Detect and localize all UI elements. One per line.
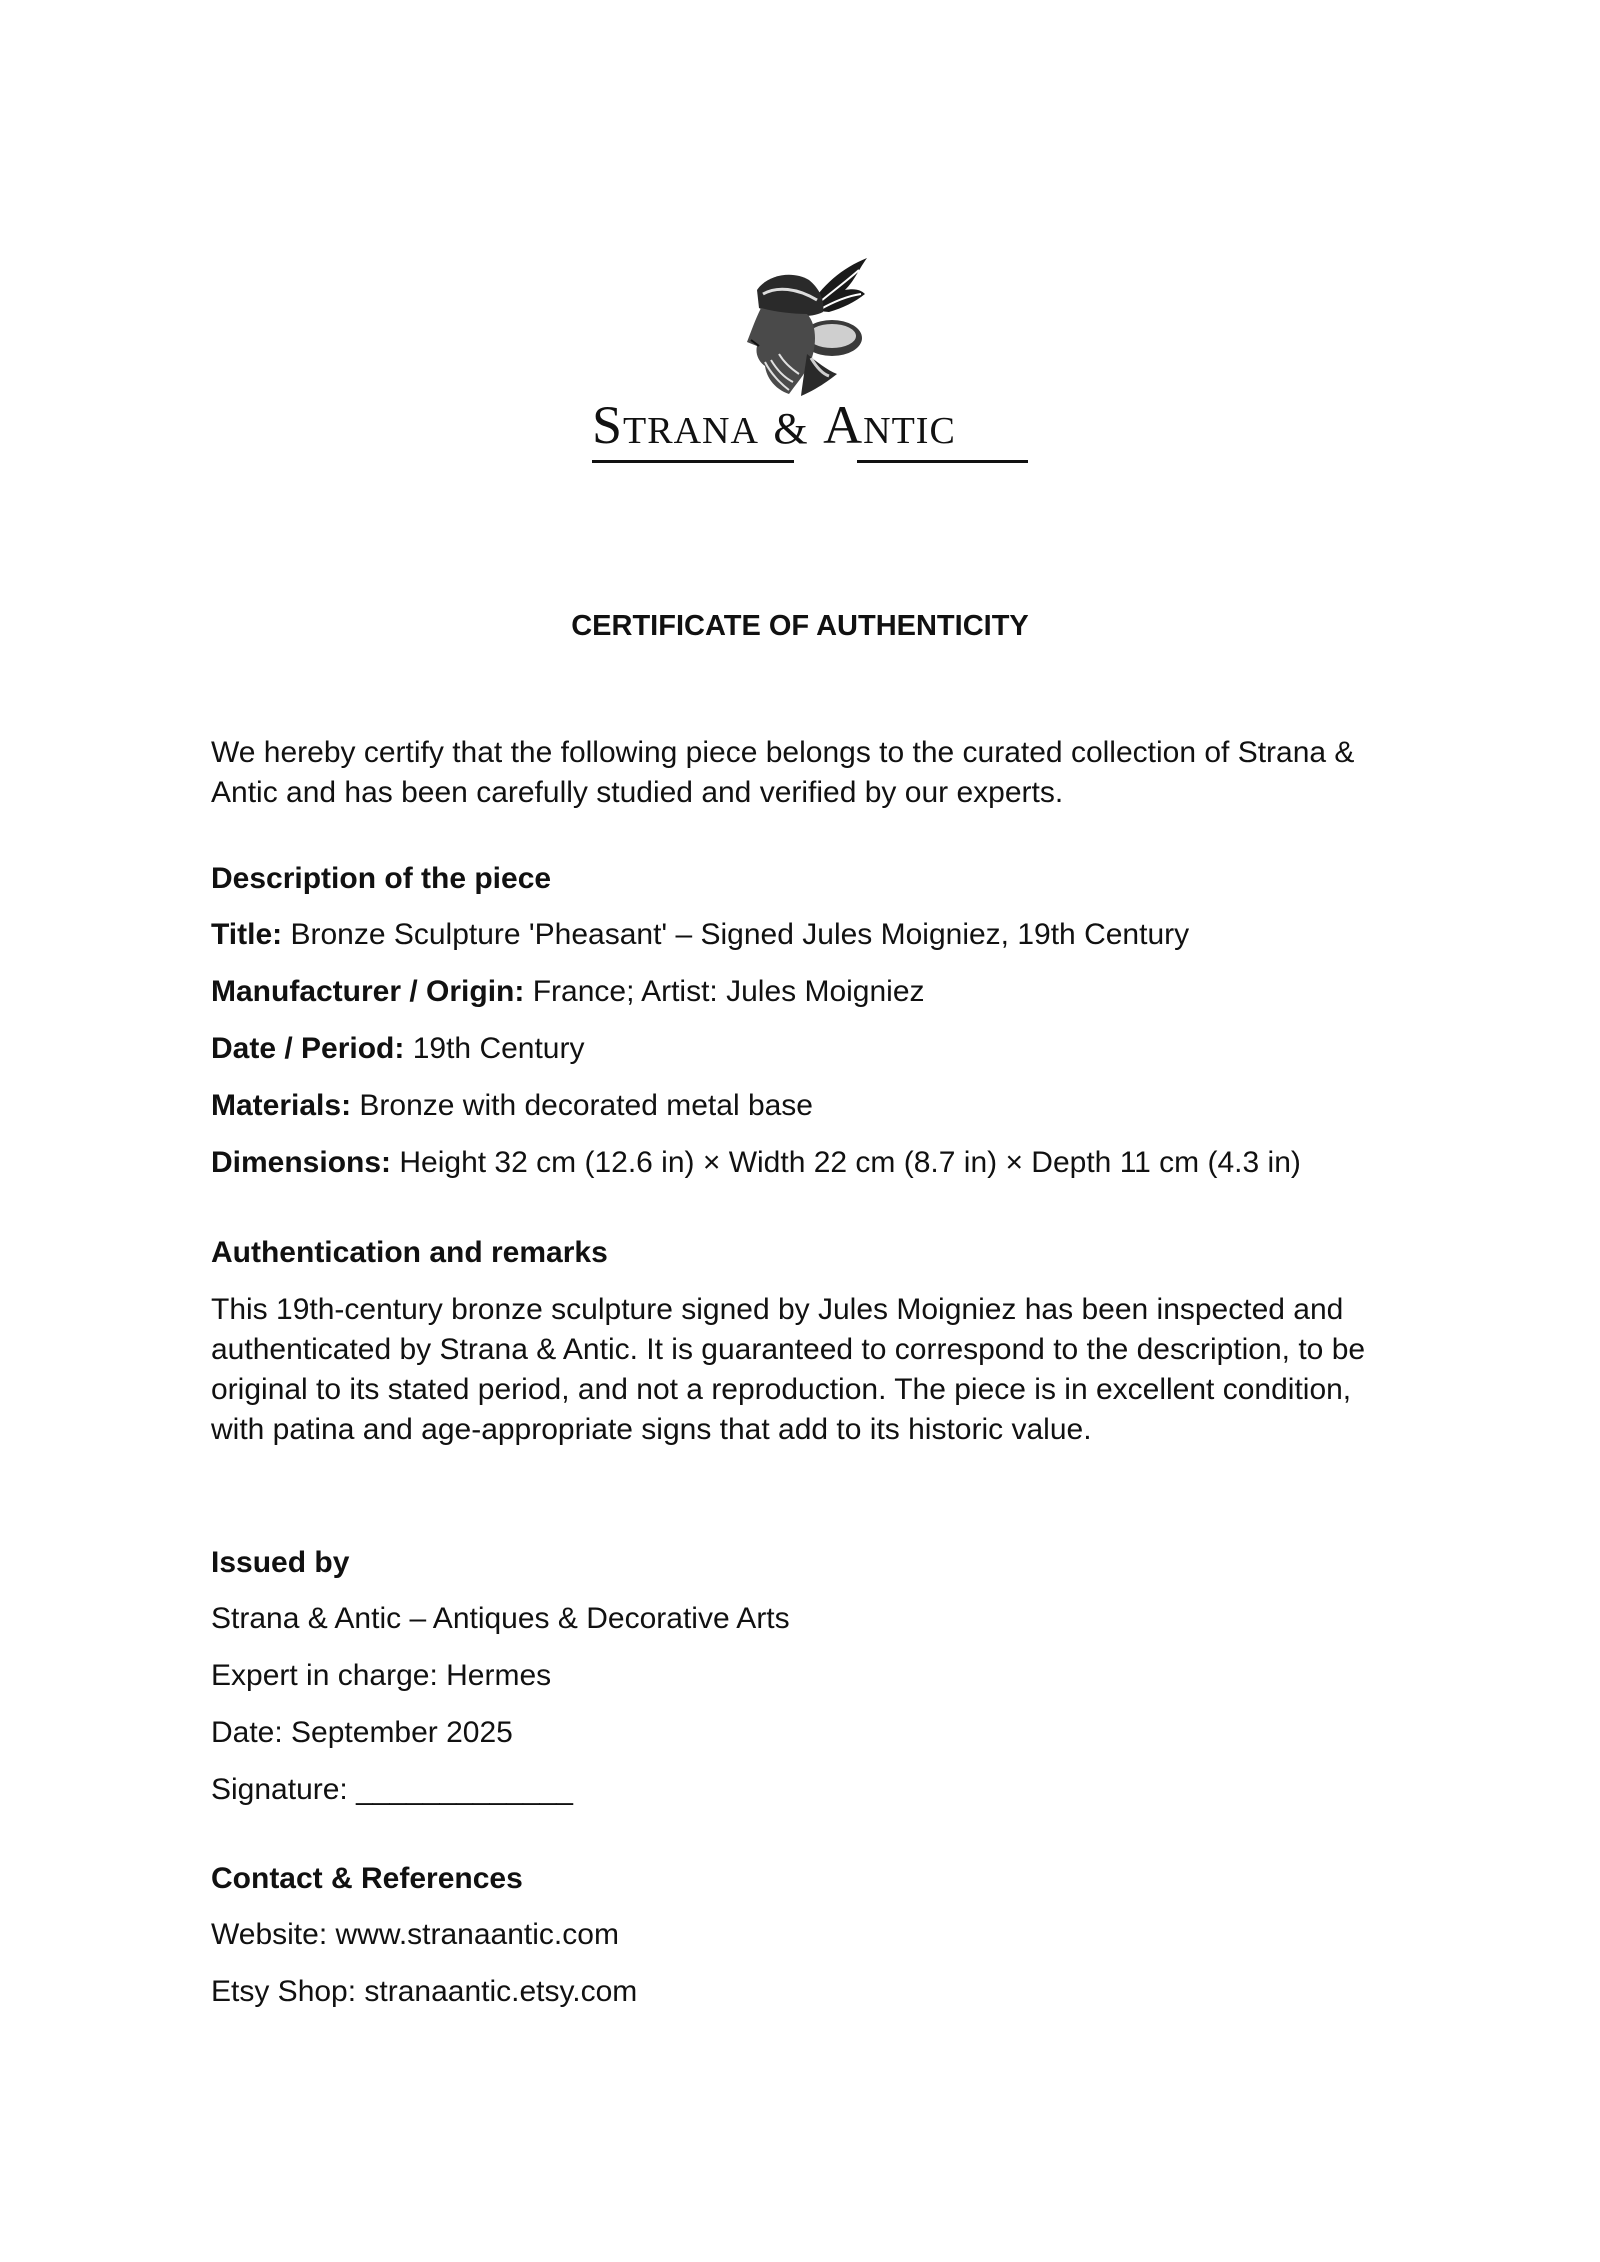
company-logo: [592, 250, 1028, 472]
field-dimensions: [211, 1146, 1301, 1180]
field-date: [211, 1032, 585, 1066]
wordmark-left: Strana: [592, 395, 759, 455]
logo-underline-right: [857, 460, 1028, 463]
field-label: Manufacturer / Origin:: [211, 975, 525, 1008]
issue-date: Date: September 2025: [211, 1716, 513, 1749]
logo-wordmark: [592, 395, 1028, 455]
website-link[interactable]: Website: www.stranaantic.com: [211, 1918, 619, 1951]
signature-line: Signature: _____________: [211, 1773, 573, 1806]
field-label: Dimensions:: [211, 1146, 392, 1179]
issued-heading: Issued by: [211, 1546, 350, 1579]
description-heading: Description of the piece: [211, 862, 552, 895]
contact-heading: Contact & References: [211, 1862, 523, 1895]
authentication-heading: Authentication and remarks: [211, 1236, 608, 1269]
expert-in-charge: Expert in charge: Hermes: [211, 1659, 552, 1692]
field-value: 19th Century: [412, 1032, 585, 1065]
field-materials: [211, 1089, 813, 1123]
field-manufacturer: [211, 975, 925, 1009]
field-value: Bronze with decorated metal base: [359, 1089, 813, 1122]
intro-paragraph: We hereby certify that the following piece belongs to the curated collection of Strana & Antic and has been carefully studied and verified by our experts.: [211, 736, 1355, 809]
issuer-name: Strana & Antic – Antiques & Decorative Arts: [211, 1602, 790, 1635]
field-value: Bronze Sculpture 'Pheasant' – Signed Jules Moigniez, 19th Century: [290, 918, 1190, 951]
wordmark-ampersand: &: [773, 404, 809, 453]
field-value: France; Artist: Jules Moigniez: [532, 975, 925, 1008]
authentication-paragraph: This 19th-century bronze sculpture signed by Jules Moigniez has been inspected and authenticated by Strana & Antic. It is guaranteed to correspond to the description, to be original to its stated period, and not a reproduction. The piece is in excellent condition, with patina and age-appropriate signs that add to its historic value.: [211, 1293, 1366, 1446]
field-label: Title:: [211, 918, 283, 951]
winged-helmet-head-icon: [737, 250, 872, 400]
field-value: Height 32 cm (12.6 in) × Width 22 cm (8.7 in) × Depth 11 cm (4.3 in): [399, 1146, 1301, 1179]
logo-underline-left: [592, 460, 794, 463]
wordmark-right: Antic: [823, 395, 956, 455]
field-label: Materials:: [211, 1089, 352, 1122]
etsy-shop-link[interactable]: Etsy Shop: stranaantic.etsy.com: [211, 1975, 638, 2008]
field-label: Date / Period:: [211, 1032, 405, 1065]
page-title: CERTIFICATE OF AUTHENTICITY: [571, 610, 1029, 642]
field-title: [211, 918, 1189, 952]
